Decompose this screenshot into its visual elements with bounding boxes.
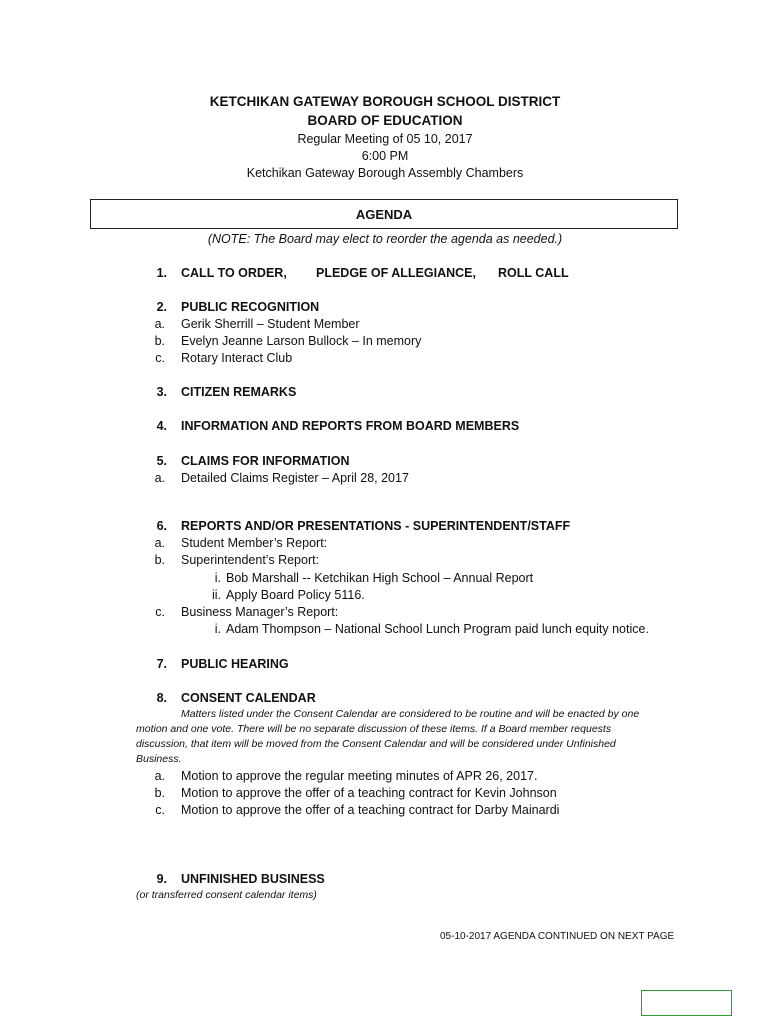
item-reports-presentations: REPORTS AND/OR PRESENTATIONS - SUPERINTENDENT/STAFF bbox=[181, 519, 571, 533]
item-number: 2. bbox=[156, 300, 167, 314]
item-roll-call: ROLL CALL bbox=[498, 266, 569, 280]
sub-item: Motion to approve the offer of a teaching contract for Darby Mainardi bbox=[181, 803, 560, 817]
item-claims: CLAIMS FOR INFORMATION bbox=[181, 454, 350, 468]
item-number: 8. bbox=[156, 691, 167, 705]
item-citizen-remarks: CITIZEN REMARKS bbox=[181, 385, 297, 399]
sub-letter: c. bbox=[155, 605, 165, 619]
continued-notice: 05-10-2017 AGENDA CONTINUED ON NEXT PAGE bbox=[440, 931, 675, 942]
sub-item: Superintendent’s Report: bbox=[181, 553, 320, 567]
sub-item: Student Member’s Report: bbox=[181, 536, 328, 550]
item-number: 7. bbox=[156, 657, 167, 671]
agenda-title: AGENDA bbox=[355, 207, 413, 222]
item-number: 5. bbox=[156, 454, 167, 468]
sub-item: Business Manager’s Report: bbox=[181, 605, 339, 619]
agenda-heading-box bbox=[90, 199, 678, 229]
board-title: BOARD OF EDUCATION bbox=[307, 113, 463, 128]
sub-item: Gerik Sherrill – Student Member bbox=[181, 317, 360, 331]
item-unfinished-business: UNFINISHED BUSINESS bbox=[181, 872, 325, 886]
sub-letter: a. bbox=[154, 769, 165, 783]
empty-field-box[interactable] bbox=[641, 990, 732, 1016]
sub-sub-item: Bob Marshall -- Ketchikan High School – Annual Report bbox=[226, 571, 534, 585]
sub-letter: a. bbox=[154, 536, 165, 550]
sub-item: Evelyn Jeanne Larson Bullock – In memory bbox=[181, 334, 422, 348]
meeting-date: Regular Meeting of 05 10, 2017 bbox=[297, 132, 473, 146]
sub-letter: b. bbox=[154, 553, 165, 567]
consent-description: motion and one vote. There will be no separate discussion of these items. If a Board member requests bbox=[136, 723, 612, 735]
item-number: 4. bbox=[156, 419, 167, 433]
item-public-recognition: PUBLIC RECOGNITION bbox=[181, 300, 320, 314]
sub-roman: i. bbox=[214, 571, 221, 585]
meeting-time: 6:00 PM bbox=[361, 149, 409, 163]
agenda-note: (NOTE: The Board may elect to reorder the agenda as needed.) bbox=[207, 232, 563, 246]
item-board-reports: INFORMATION AND REPORTS FROM BOARD MEMBERS bbox=[181, 419, 520, 433]
item-consent-calendar: CONSENT CALENDAR bbox=[181, 691, 316, 705]
sub-sub-item: Apply Board Policy 5116. bbox=[226, 588, 365, 602]
item-pledge: PLEDGE OF ALLEGIANCE, bbox=[316, 266, 476, 280]
sub-item: Motion to approve the regular meeting minutes of APR 26, 2017. bbox=[181, 769, 538, 783]
sub-item: Motion to approve the offer of a teaching contract for Kevin Johnson bbox=[181, 786, 557, 800]
sub-roman: ii. bbox=[211, 588, 221, 602]
sub-item: Detailed Claims Register – April 28, 2017 bbox=[181, 471, 409, 485]
item-public-hearing: PUBLIC HEARING bbox=[181, 657, 289, 671]
unfinished-note: (or transferred consent calendar items) bbox=[136, 889, 317, 901]
item-call-to-order: CALL TO ORDER, bbox=[181, 266, 287, 280]
sub-letter: a. bbox=[154, 317, 165, 331]
sub-letter: b. bbox=[154, 334, 165, 348]
sub-letter: c. bbox=[155, 803, 165, 817]
consent-description: Matters listed under the Consent Calendar are considered to be routine and will be enacted by one bbox=[181, 708, 640, 720]
item-number: 9. bbox=[156, 872, 167, 886]
district-title: KETCHIKAN GATEWAY BOROUGH SCHOOL DISTRICT bbox=[209, 94, 561, 109]
sub-letter: c. bbox=[155, 351, 165, 365]
item-number: 6. bbox=[156, 519, 167, 533]
sub-item: Rotary Interact Club bbox=[181, 351, 293, 365]
sub-roman: i. bbox=[214, 622, 221, 636]
consent-description: discussion, that item will be moved from the Consent Calendar and will be considered under Unfinished bbox=[136, 738, 616, 750]
sub-sub-item: Adam Thompson – National School Lunch Program paid lunch equity notice. bbox=[226, 622, 649, 636]
item-number: 3. bbox=[156, 385, 167, 399]
sub-letter: a. bbox=[154, 471, 165, 485]
item-number: 1. bbox=[156, 266, 167, 280]
consent-description: Business. bbox=[136, 753, 182, 765]
sub-letter: b. bbox=[154, 786, 165, 800]
meeting-location: Ketchikan Gateway Borough Assembly Chambers bbox=[246, 166, 524, 180]
